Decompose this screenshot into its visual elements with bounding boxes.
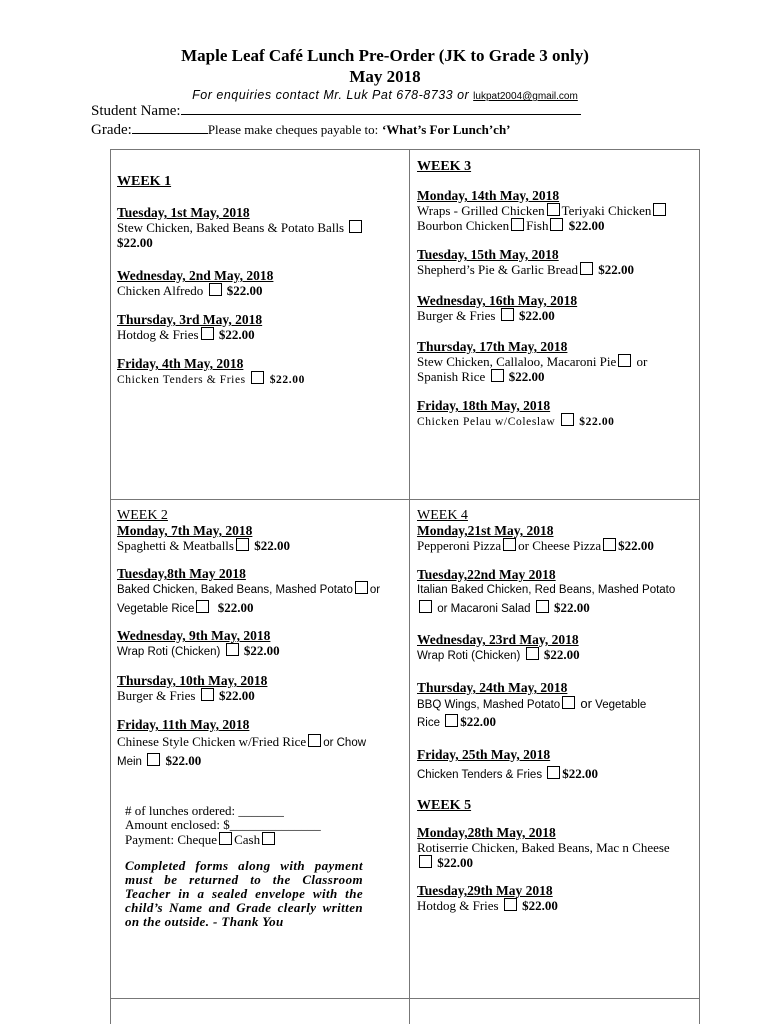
- day-label: Wednesday, 2nd May, 2018: [117, 268, 274, 283]
- week-4-label: WEEK 4: [417, 508, 468, 523]
- menu-item: or Macaroni Salad $22.00: [417, 599, 699, 618]
- menu-item: Chicken Tenders & Fries $22.00: [417, 766, 599, 781]
- table-row-divider-2: [110, 998, 700, 999]
- checkbox[interactable]: [196, 600, 209, 613]
- table-border-left: [110, 149, 111, 1024]
- day-label: Monday,28th May, 2018: [417, 825, 556, 840]
- checkbox[interactable]: [561, 413, 574, 426]
- table-row-divider: [110, 499, 700, 500]
- menu-item: $22.00: [417, 855, 699, 870]
- menu-item: Pepperoni Pizza or Cheese Pizza $22.00: [417, 538, 654, 553]
- week-1-label: WEEK 1: [117, 174, 172, 189]
- menu-item: Stew Chicken, Callaloo, Macaroni Pie or: [417, 354, 648, 369]
- menu-item: Chicken Pelau w/Coleslaw $22.00: [417, 413, 697, 430]
- checkbox[interactable]: [501, 308, 514, 321]
- grade-label: Grade:: [91, 122, 132, 138]
- day-label: Thursday, 24th May, 2018: [417, 680, 568, 695]
- cheque-text: Please make cheques payable to:: [207, 122, 379, 137]
- checkbox[interactable]: [236, 538, 249, 551]
- menu-item: Burger & Fries $22.00: [117, 688, 255, 703]
- checkbox[interactable]: [580, 262, 593, 275]
- menu-item: Wrap Roti (Chicken) $22.00: [117, 643, 280, 658]
- form-title: Maple Leaf Café Lunch Pre-Order (JK to Grade 3 only): [181, 46, 589, 65]
- week-1-cell: [117, 174, 397, 388]
- contact-email[interactable]: lukpat2004@gmail.com: [473, 91, 578, 102]
- checkbox[interactable]: [226, 643, 239, 656]
- week-5-label: WEEK 5: [417, 798, 472, 813]
- table-border-top: [110, 149, 700, 150]
- checkbox[interactable]: [251, 371, 264, 384]
- checkbox[interactable]: [201, 688, 214, 701]
- day-label: Thursday, 10th May, 2018: [117, 673, 268, 688]
- menu-item: Rotiserrie Chicken, Baked Beans, Mac n Cheese: [417, 840, 670, 855]
- student-name-label: Student Name:: [91, 103, 181, 119]
- menu-item: Wraps - Grilled Chicken Teriyaki Chicken: [417, 203, 697, 218]
- checkbox[interactable]: [419, 600, 432, 613]
- form-subtitle: May 2018: [349, 67, 421, 86]
- checkbox[interactable]: [603, 538, 616, 551]
- contact-text: For enquiries contact Mr. Luk Pat 678-8733 or: [192, 88, 470, 102]
- menu-item: Rice $22.00: [417, 714, 496, 729]
- day-label: Tuesday,29th May 2018: [417, 883, 553, 898]
- checkbox[interactable]: [653, 203, 666, 216]
- checkbox[interactable]: [349, 220, 362, 233]
- menu-item: Italian Baked Chicken, Red Beans, Mashed Potato: [417, 584, 676, 596]
- grade-row: [91, 121, 511, 139]
- week-3-label: WEEK 3: [417, 159, 472, 174]
- day-label: Tuesday, 15th May, 2018: [417, 247, 559, 262]
- checkbox[interactable]: [445, 714, 458, 727]
- checkbox[interactable]: [547, 203, 560, 216]
- menu-table: [110, 149, 700, 1024]
- payee-name: ‘What’s For Lunch’ch’: [381, 122, 511, 137]
- menu-item: BBQ Wings, Mashed Potato or Vegetable: [417, 696, 647, 711]
- student-name-field[interactable]: [181, 102, 581, 115]
- day-label: Monday,21st May, 2018: [417, 523, 554, 538]
- day-label: Monday, 14th May, 2018: [417, 188, 560, 203]
- day-label: Wednesday, 16th May, 2018: [417, 293, 578, 308]
- menu-item: Chicken Alfredo $22.00: [117, 283, 263, 298]
- day-label: Tuesday, 1st May, 2018: [117, 205, 250, 220]
- contact-line: [0, 88, 770, 102]
- day-label: Tuesday,8th May 2018: [117, 566, 246, 581]
- week-2-label: WEEK 2: [117, 508, 168, 523]
- checkbox[interactable]: [419, 855, 432, 868]
- table-divider: [409, 149, 410, 1024]
- checkbox[interactable]: [550, 218, 563, 231]
- checkbox[interactable]: [503, 538, 516, 551]
- checkbox[interactable]: [209, 283, 222, 296]
- amount-enclosed: Amount enclosed: $______________: [125, 817, 321, 832]
- checkbox[interactable]: [201, 327, 214, 340]
- checkbox[interactable]: [526, 647, 539, 660]
- return-instructions: Completed forms along with payment must be returned to the Classroom Teacher in a sealed envelope with the child’s Name and Grade clearly written on the outside. - Thank You: [125, 858, 363, 929]
- checkbox[interactable]: [511, 218, 524, 231]
- checkbox[interactable]: [147, 753, 160, 766]
- day-label: Friday, 11th May, 2018: [117, 717, 250, 732]
- week-2-cell: [117, 508, 405, 929]
- menu-item: Vegetable Rice $22.00: [117, 600, 254, 615]
- menu-item: Burger & Fries $22.00: [417, 308, 555, 323]
- price: $22.00: [117, 235, 153, 250]
- checkbox[interactable]: [308, 734, 321, 747]
- day-label: Wednesday, 9th May, 2018: [117, 628, 271, 643]
- checkbox[interactable]: [618, 354, 631, 367]
- day-label: Friday, 4th May, 2018: [117, 356, 244, 371]
- checkbox[interactable]: [491, 369, 504, 382]
- order-summary: [117, 804, 405, 847]
- menu-item: Hotdog & Fries $22.00: [117, 327, 255, 342]
- day-label: Friday, 18th May, 2018: [417, 398, 551, 413]
- student-name-row: [91, 102, 581, 120]
- checkbox[interactable]: [355, 581, 368, 594]
- day-label: Wednesday, 23rd May, 2018: [417, 632, 579, 647]
- menu-item: Wrap Roti (Chicken) $22.00: [417, 647, 580, 662]
- checkbox[interactable]: [547, 766, 560, 779]
- grade-field[interactable]: [132, 121, 208, 134]
- day-label: Monday, 7th May, 2018: [117, 523, 253, 538]
- lunches-ordered: # of lunches ordered: _______: [125, 803, 284, 818]
- menu-item: Mein $22.00: [117, 753, 202, 768]
- menu-item: Shepherd’s Pie & Garlic Bread $22.00: [417, 262, 635, 277]
- payment-method: Payment: Cheque Cash: [125, 832, 405, 847]
- day-label: Tuesday,22nd May 2018: [417, 567, 556, 582]
- menu-item: Spaghetti & Meatballs $22.00: [117, 538, 290, 553]
- menu-item: Stew Chicken, Baked Beans & Potato Balls: [117, 220, 397, 235]
- day-label: Thursday, 17th May, 2018: [417, 339, 568, 354]
- menu-item: Baked Chicken, Baked Beans, Mashed Potato or: [117, 581, 405, 599]
- cash-checkbox[interactable]: [262, 832, 275, 845]
- menu-item: Bourbon Chicken Fish $22.00: [417, 218, 605, 233]
- table-border-right: [699, 149, 700, 1024]
- day-label: Friday, 25th May, 2018: [417, 747, 551, 762]
- menu-item: Chicken Tenders & Fries $22.00: [117, 371, 397, 388]
- week-4-cell: [417, 508, 699, 913]
- menu-item: Hotdog & Fries $22.00: [417, 898, 558, 913]
- checkbox[interactable]: [504, 898, 517, 911]
- checkbox[interactable]: [562, 696, 575, 709]
- menu-item: Chinese Style Chicken w/Fried Rice or Chow: [117, 734, 367, 749]
- checkbox[interactable]: [536, 600, 549, 613]
- menu-item: Spanish Rice $22.00: [417, 369, 545, 384]
- week-3-cell: [417, 159, 697, 430]
- cheque-checkbox[interactable]: [219, 832, 232, 845]
- day-label: Thursday, 3rd May, 2018: [117, 312, 263, 327]
